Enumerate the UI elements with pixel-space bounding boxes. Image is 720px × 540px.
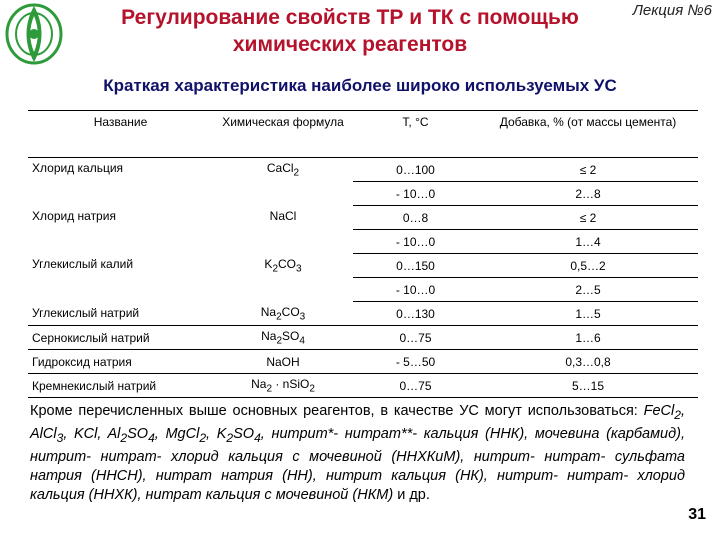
row-formula: $K_2CO_3$	[264, 256, 302, 274]
row-name: Кремнекислый натрий	[28, 374, 213, 398]
row-temp: - 10…0	[353, 278, 478, 302]
table-row	[28, 326, 698, 350]
additional-reagents-paragraph	[30, 402, 685, 505]
table-row	[28, 158, 698, 182]
title-line-2: химических реагентов	[232, 33, 468, 56]
row-name: Углекислый калий	[32, 256, 134, 271]
row-temp: 0…130	[353, 302, 478, 326]
header-temp: T, °C	[353, 111, 478, 158]
logo-icon	[4, 2, 64, 66]
table-row	[28, 206, 698, 230]
header-name: Название	[28, 111, 213, 158]
paragraph-list: нитрит*- нитрат**- кальция (ННК), мочевина (карбамид), нитрит- нитрат- хлорид кальция с мочевиной (ННХКиМ), нитрит- нитрат- сульфата натрия (ННСН), нитрат натрия (НН), нитрит кальция (НК), нитрит- нитрат- хлорид кальция (ННХК), нитрат кальция с мочевиной (НКМ)	[30, 425, 685, 503]
row-formula: $Na_2SO_4$	[213, 326, 353, 350]
title-line-1: Регулирование свойств ТР и ТК с помощью	[121, 6, 579, 29]
row-temp: 0…8	[353, 206, 478, 230]
row-temp: - 5…50	[353, 350, 478, 374]
row-add: 1…4	[478, 230, 698, 254]
row-add: 5…15	[478, 374, 698, 398]
row-name: Хлорид натрия	[32, 208, 116, 223]
table-header-row	[28, 111, 698, 158]
table-row	[28, 302, 698, 326]
row-formula: NaOH	[213, 350, 353, 374]
row-add: 1…6	[478, 326, 698, 350]
page-number: 31	[688, 506, 706, 523]
table-row	[28, 374, 698, 398]
row-temp: 0…75	[353, 374, 478, 398]
row-name: Сернокислый натрий	[28, 326, 213, 350]
row-formula: $Na_2CO_3$	[213, 302, 353, 326]
row-formula: $Na_2$ · nSiO$_2$	[213, 374, 353, 398]
paragraph-chemicals: FeCl$_2$, AlCl$_3$, KCl, $Al_2SO_4$, MgCl$_2$, $K_2SO_4$,	[30, 403, 686, 445]
row-name: Углекислый натрий	[28, 302, 213, 326]
row-add: ≤ 2	[478, 158, 698, 182]
row-name: Хлорид кальция	[32, 161, 124, 175]
row-formula: NaCl	[269, 208, 297, 223]
page-title	[70, 4, 630, 58]
header-formula: Химическая формула	[213, 111, 353, 158]
row-add: 0,3…0,8	[478, 350, 698, 374]
table-subtitle: Краткая характеристика наиболее широко используемых УС	[103, 76, 617, 95]
row-name: Гидроксид натрия	[28, 350, 213, 374]
row-add: 1…5	[478, 302, 698, 326]
row-add: 2…8	[478, 182, 698, 206]
row-temp: 0…75	[353, 326, 478, 350]
row-temp: - 10…0	[353, 230, 478, 254]
reagents-table	[28, 110, 698, 398]
paragraph-intro: Кроме перечисленных выше основных реагентов, в качестве УС могут использоваться:	[30, 403, 638, 419]
row-formula: CaCl$_2$	[266, 161, 300, 179]
table-row	[28, 350, 698, 374]
header-additive: Добавка, % (от массы цемента)	[478, 111, 698, 158]
row-add: ≤ 2	[478, 206, 698, 230]
row-add: 0,5…2	[478, 254, 698, 278]
row-temp: - 10…0	[353, 182, 478, 206]
paragraph-ending: и др.	[397, 486, 430, 503]
lecture-label: Лекция №6	[632, 2, 712, 19]
row-temp: 0…150	[353, 254, 478, 278]
table-row	[28, 254, 698, 278]
row-temp: 0…100	[353, 158, 478, 182]
row-add: 2…5	[478, 278, 698, 302]
